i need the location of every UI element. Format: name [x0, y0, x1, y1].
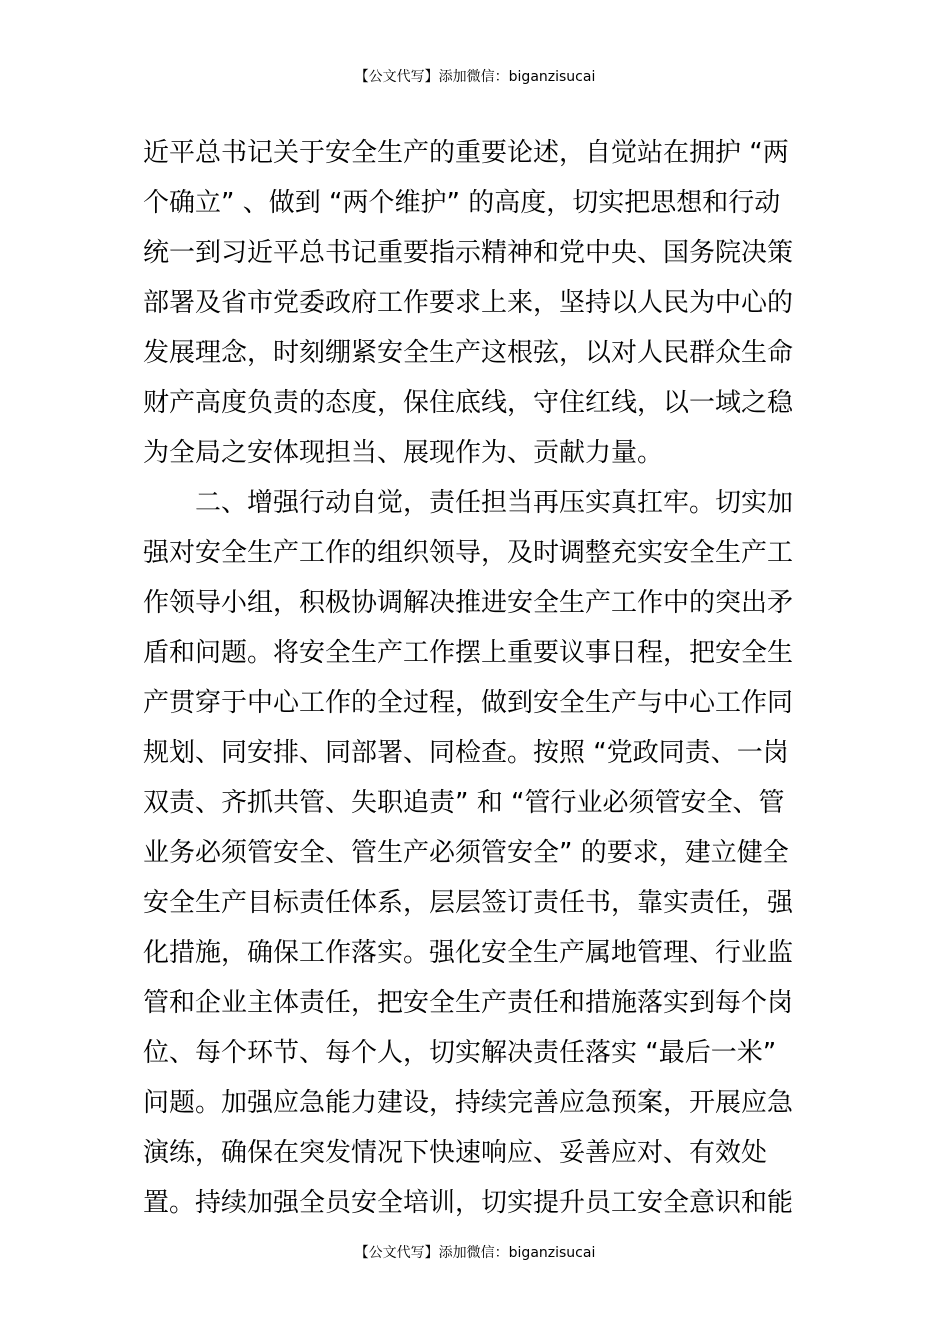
page-footer: 【公文代写】添加微信：biganzisucai — [354, 1245, 596, 1261]
paragraph-start-line: 二、增强行动自觉，责任担当再压实真扛牢。切实加 — [143, 488, 794, 518]
text-line: 化措施，确保工作落实。强化安全生产属地管理、行业监 — [143, 938, 794, 968]
text-line: 统一到习近平总书记重要指示精神和党中央、国务院决策 — [143, 238, 794, 268]
text-line: 产贯穿于中心工作的全过程，做到安全生产与中心工作同 — [143, 688, 794, 718]
text-line: 问题。加强应急能力建设，持续完善应急预案，开展应急 — [143, 1088, 794, 1118]
document-body — [143, 128, 815, 1228]
text-line: 安全生产目标责任体系，层层签订责任书，靠实责任，强 — [143, 888, 794, 918]
text-line: 双责、齐抓共管、失职追责” 和 “管行业必须管安全、管 — [143, 788, 785, 818]
text-line: 位、每个环节、每个人，切实解决责任落实 “最后一米” — [143, 1038, 777, 1068]
text-line: 规划、同安排、同部署、同检查。按照 “党政同责、一岗 — [143, 738, 789, 768]
text-line: 近平总书记关于安全生产的重要论述，自觉站在拥护 “两 — [143, 138, 789, 168]
text-line: 部署及省市党委政府工作要求上来，坚持以人民为中心的 — [143, 288, 794, 318]
text-line: 盾和问题。将安全生产工作摆上重要议事日程，把安全生 — [143, 638, 794, 668]
text-line: 演练，确保在突发情况下快速响应、妥善应对、有效处 — [143, 1138, 768, 1168]
text-line: 为全局之安体现担当、展现作为、贡献力量。 — [143, 438, 664, 468]
page-header: 【公文代写】添加微信：biganzisucai — [354, 69, 596, 85]
text-line: 业务必须管安全、管生产必须管安全” 的要求，建立健全 — [143, 838, 789, 868]
text-line: 作领导小组，积极协调解决推进安全生产工作中的突出矛 — [143, 588, 794, 618]
text-line: 置。持续加强全员安全培训，切实提升员工安全意识和能 — [143, 1188, 794, 1218]
text-line: 个确立” 、做到 “两个维护” 的高度，切实把思想和行动 — [143, 188, 781, 218]
text-line: 发展理念，时刻绷紧安全生产这根弦，以对人民群众生命 — [143, 338, 794, 368]
text-line: 财产高度负责的态度，保住底线，守住红线，以一域之稳 — [143, 388, 794, 418]
text-line: 管和企业主体责任，把安全生产责任和措施落实到每个岗 — [143, 988, 794, 1018]
text-line: 强对安全生产工作的组织领导，及时调整充实安全生产工 — [143, 538, 794, 568]
